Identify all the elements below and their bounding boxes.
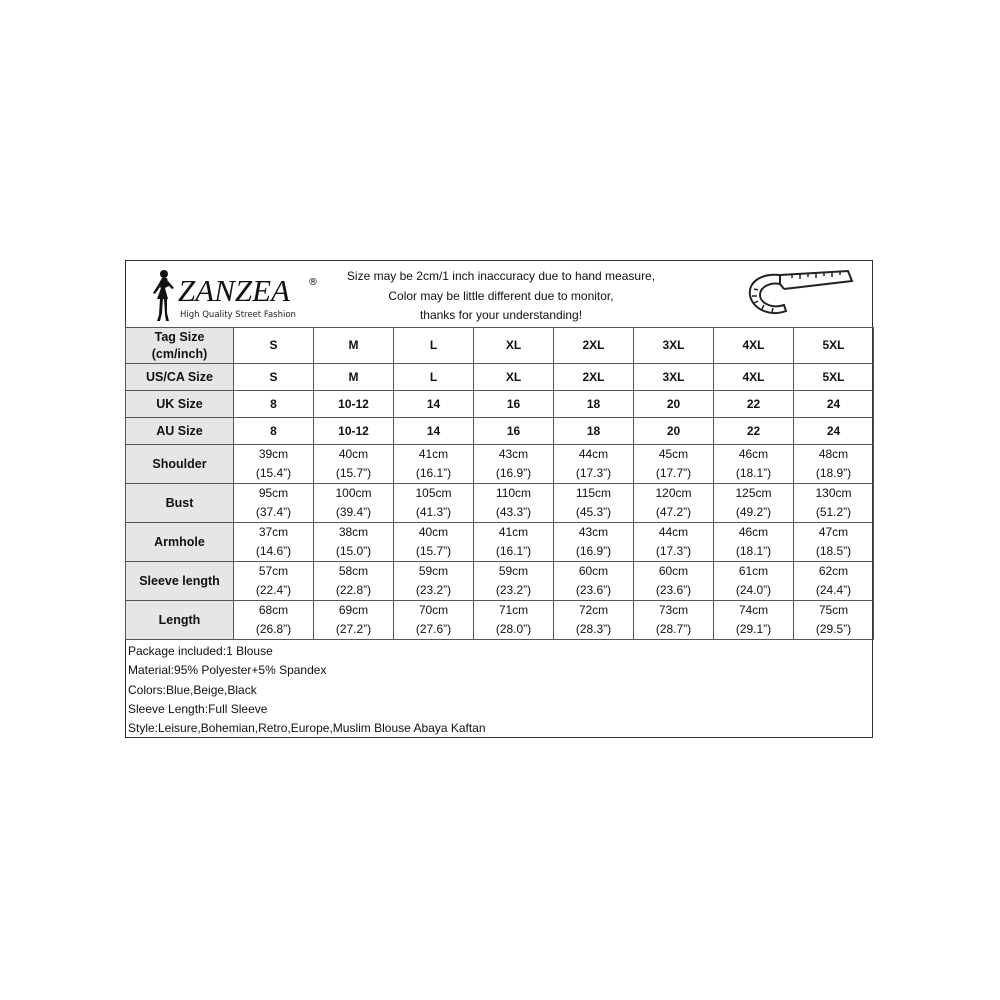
value-cm: 125cm (735, 486, 772, 500)
value-cm: 60cm (578, 564, 609, 578)
product-details (126, 642, 874, 738)
detail-line: Package included:1 Blouse (128, 644, 273, 658)
value-inch: (28.7”) (655, 622, 692, 636)
value-inch: (24.4”) (815, 583, 852, 597)
measurement-cell (234, 523, 314, 562)
value-inch: (22.4”) (255, 583, 292, 597)
measurement-cell (794, 562, 874, 601)
notice-line: Size may be 2cm/1 inch inaccuracy due to hand measure, (346, 269, 656, 283)
table-cell: 14 (394, 418, 474, 445)
measurement-cell (394, 562, 474, 601)
measurement-cell (794, 484, 874, 523)
measurement-cell (474, 601, 554, 640)
value-cm: 130cm (815, 486, 852, 500)
row-label: Bust (126, 484, 234, 523)
value-inch: (28.3”) (575, 622, 612, 636)
value-cm: 41cm (418, 447, 449, 461)
table-cell: 2XL (554, 364, 634, 391)
value-inch: (39.4”) (335, 505, 372, 519)
value-cm: 59cm (498, 564, 529, 578)
table-cell: 5XL (794, 364, 874, 391)
value-cm: 73cm (658, 603, 689, 617)
detail-line: Sleeve Length:Full Sleeve (128, 701, 268, 716)
table-row (126, 445, 874, 484)
measurement-cell (554, 445, 634, 484)
size-header-cell: M (314, 328, 394, 364)
row-label: US/CA Size (126, 364, 234, 391)
registered-mark: ® (308, 277, 318, 288)
measurement-cell (794, 601, 874, 640)
detail-line: Material:95% Polyester+5% Spandex (128, 663, 327, 678)
table-row (126, 364, 874, 391)
row-label: Sleeve length (126, 562, 234, 601)
table-cell: 16 (474, 418, 554, 445)
value-inch: (49.2”) (735, 505, 772, 519)
value-inch: (23.6”) (575, 583, 612, 597)
value-cm: 69cm (338, 603, 369, 617)
measurement-cell (394, 484, 474, 523)
value-cm: 75cm (818, 603, 849, 617)
table-cell: 10-12 (314, 391, 394, 418)
size-header-cell: 2XL (554, 328, 634, 364)
measurement-cell (474, 445, 554, 484)
measurement-cell (794, 523, 874, 562)
measurement-cell (314, 445, 394, 484)
measurement-cell (714, 601, 794, 640)
table-cell: L (394, 364, 474, 391)
size-header-cell: 3XL (634, 328, 714, 364)
measurement-cell (314, 562, 394, 601)
measurement-cell (794, 445, 874, 484)
size-header-cell: XL (474, 328, 554, 364)
value-cm: 40cm (418, 525, 449, 539)
value-cm: 41cm (498, 525, 529, 539)
measurement-cell (554, 523, 634, 562)
measurement-cell (394, 523, 474, 562)
table-header-row (126, 328, 874, 364)
value-cm: 38cm (338, 525, 369, 539)
notice-line: Color may be little different due to monitor, (388, 288, 614, 303)
value-cm: 39cm (258, 447, 289, 461)
value-inch: (43.3”) (495, 505, 532, 519)
table-cell: 24 (794, 418, 874, 445)
brand-logo (146, 269, 336, 324)
value-cm: 47cm (818, 525, 849, 539)
measuring-tape-icon (740, 265, 860, 325)
value-cm: 70cm (418, 603, 449, 617)
value-inch: (14.6”) (255, 544, 292, 558)
label-line: Tag Size (154, 329, 205, 344)
value-inch: (37.4”) (255, 505, 292, 519)
detail-line: Colors:Blue,Beige,Black (128, 682, 257, 697)
value-inch: (17.3”) (655, 544, 692, 558)
row-label-tag-size (126, 328, 234, 364)
measurement-cell (634, 445, 714, 484)
measurement-cell (234, 445, 314, 484)
table-cell: 20 (634, 418, 714, 445)
value-cm: 95cm (258, 486, 289, 500)
value-cm: 60cm (658, 564, 689, 578)
value-inch: (26.8”) (255, 622, 292, 636)
measurement-cell (314, 484, 394, 523)
table-cell: 22 (714, 418, 794, 445)
chart-header (126, 261, 872, 328)
value-cm: 115cm (575, 486, 612, 500)
woman-silhouette-icon (146, 269, 178, 323)
measurement-cell (234, 484, 314, 523)
value-cm: 59cm (418, 564, 449, 578)
table-row (126, 562, 874, 601)
measurement-cell (234, 601, 314, 640)
row-label: Armhole (126, 523, 234, 562)
table-cell: XL (474, 364, 554, 391)
measurement-cell (234, 562, 314, 601)
value-inch: (23.6”) (655, 583, 692, 597)
value-inch: (27.2”) (335, 622, 372, 636)
table-row (126, 523, 874, 562)
measurement-cell (554, 601, 634, 640)
table-row (126, 391, 874, 418)
value-cm: 46cm (738, 447, 769, 461)
value-inch: (47.2”) (655, 505, 692, 519)
measurement-cell (314, 601, 394, 640)
row-label: Length (126, 601, 234, 640)
value-inch: (27.6”) (415, 622, 452, 636)
value-inch: (29.5”) (815, 622, 852, 636)
row-label: UK Size (126, 391, 234, 418)
measurement-cell (634, 523, 714, 562)
value-inch: (24.0”) (735, 583, 772, 597)
value-inch: (45.3”) (575, 505, 612, 519)
table-cell: M (314, 364, 394, 391)
table-cell: S (234, 364, 314, 391)
measurement-cell (634, 601, 714, 640)
value-inch: (29.1”) (735, 622, 772, 636)
size-header-cell: 5XL (794, 328, 874, 364)
measurement-notice (326, 267, 676, 326)
value-inch: (18.5”) (815, 544, 852, 558)
value-cm: 48cm (818, 447, 849, 461)
table-cell: 8 (234, 418, 314, 445)
value-cm: 40cm (338, 447, 369, 461)
table-cell: 8 (234, 391, 314, 418)
size-table (125, 327, 874, 640)
table-cell: 4XL (714, 364, 794, 391)
value-inch: (16.1”) (495, 544, 532, 558)
measurement-cell (634, 562, 714, 601)
label-line: (cm/inch) (151, 346, 208, 361)
value-cm: 71cm (498, 603, 529, 617)
value-cm: 44cm (658, 525, 689, 539)
value-cm: 110cm (495, 486, 532, 500)
value-inch: (18.1”) (735, 466, 772, 480)
value-cm: 62cm (818, 564, 849, 578)
table-cell: 24 (794, 391, 874, 418)
value-inch: (23.2”) (415, 583, 452, 597)
table-cell: 22 (714, 391, 794, 418)
value-cm: 44cm (578, 447, 609, 461)
size-header-cell: S (234, 328, 314, 364)
brand-tagline: High Quality Street Fashion (180, 310, 296, 320)
table-row (126, 484, 874, 523)
measurement-cell (474, 562, 554, 601)
value-inch: (15.4”) (255, 466, 292, 480)
measurement-cell (714, 562, 794, 601)
value-inch: (18.9”) (815, 466, 852, 480)
value-inch: (16.9”) (575, 544, 612, 558)
table-cell: 16 (474, 391, 554, 418)
table-cell: 18 (554, 391, 634, 418)
table-cell: 10-12 (314, 418, 394, 445)
size-chart (125, 260, 873, 738)
table-cell: 18 (554, 418, 634, 445)
table-cell: 3XL (634, 364, 714, 391)
value-inch: (16.1”) (415, 466, 452, 480)
value-inch: (23.2”) (495, 583, 532, 597)
measurement-cell (554, 562, 634, 601)
table-cell: 14 (394, 391, 474, 418)
measurement-cell (554, 484, 634, 523)
value-cm: 74cm (738, 603, 769, 617)
value-inch: (15.7”) (335, 466, 372, 480)
measurement-cell (314, 523, 394, 562)
value-cm: 43cm (578, 525, 609, 539)
table-row (126, 418, 874, 445)
value-inch: (16.9”) (495, 466, 532, 480)
row-label: Shoulder (126, 445, 234, 484)
row-label: AU Size (126, 418, 234, 445)
value-cm: 57cm (258, 564, 289, 578)
value-cm: 58cm (338, 564, 369, 578)
value-cm: 37cm (258, 525, 289, 539)
measurement-cell (394, 601, 474, 640)
value-inch: (18.1”) (735, 544, 772, 558)
value-cm: 105cm (415, 486, 452, 500)
value-cm: 68cm (258, 603, 289, 617)
measurement-cell (714, 523, 794, 562)
measurement-cell (634, 484, 714, 523)
value-cm: 100cm (335, 486, 372, 500)
value-cm: 72cm (578, 603, 609, 617)
table-cell: 20 (634, 391, 714, 418)
value-inch: (17.7”) (655, 466, 692, 480)
measurement-cell (474, 523, 554, 562)
notice-line: thanks for your understanding! (419, 308, 583, 322)
value-inch: (41.3”) (415, 505, 452, 519)
value-inch: (17.3”) (575, 466, 612, 480)
value-cm: 46cm (738, 525, 769, 539)
measurement-cell (714, 484, 794, 523)
value-cm: 43cm (498, 447, 529, 461)
measurement-cell (394, 445, 474, 484)
value-inch: (51.2”) (815, 505, 852, 519)
brand-name: ZANZEA (178, 273, 290, 308)
value-cm: 45cm (658, 447, 689, 461)
value-inch: (15.0”) (335, 544, 372, 558)
value-inch: (22.8”) (335, 583, 372, 597)
value-cm: 61cm (738, 564, 769, 578)
size-header-cell: L (394, 328, 474, 364)
value-inch: (15.7”) (415, 544, 452, 558)
detail-line: Style:Leisure,Bohemian,Retro,Europe,Muslim Blouse Abaya Kaftan (128, 721, 486, 736)
measurement-cell (474, 484, 554, 523)
size-header-cell: 4XL (714, 328, 794, 364)
value-inch: (28.0”) (495, 622, 532, 636)
table-row (126, 601, 874, 640)
measurement-cell (714, 445, 794, 484)
value-cm: 120cm (655, 486, 692, 500)
